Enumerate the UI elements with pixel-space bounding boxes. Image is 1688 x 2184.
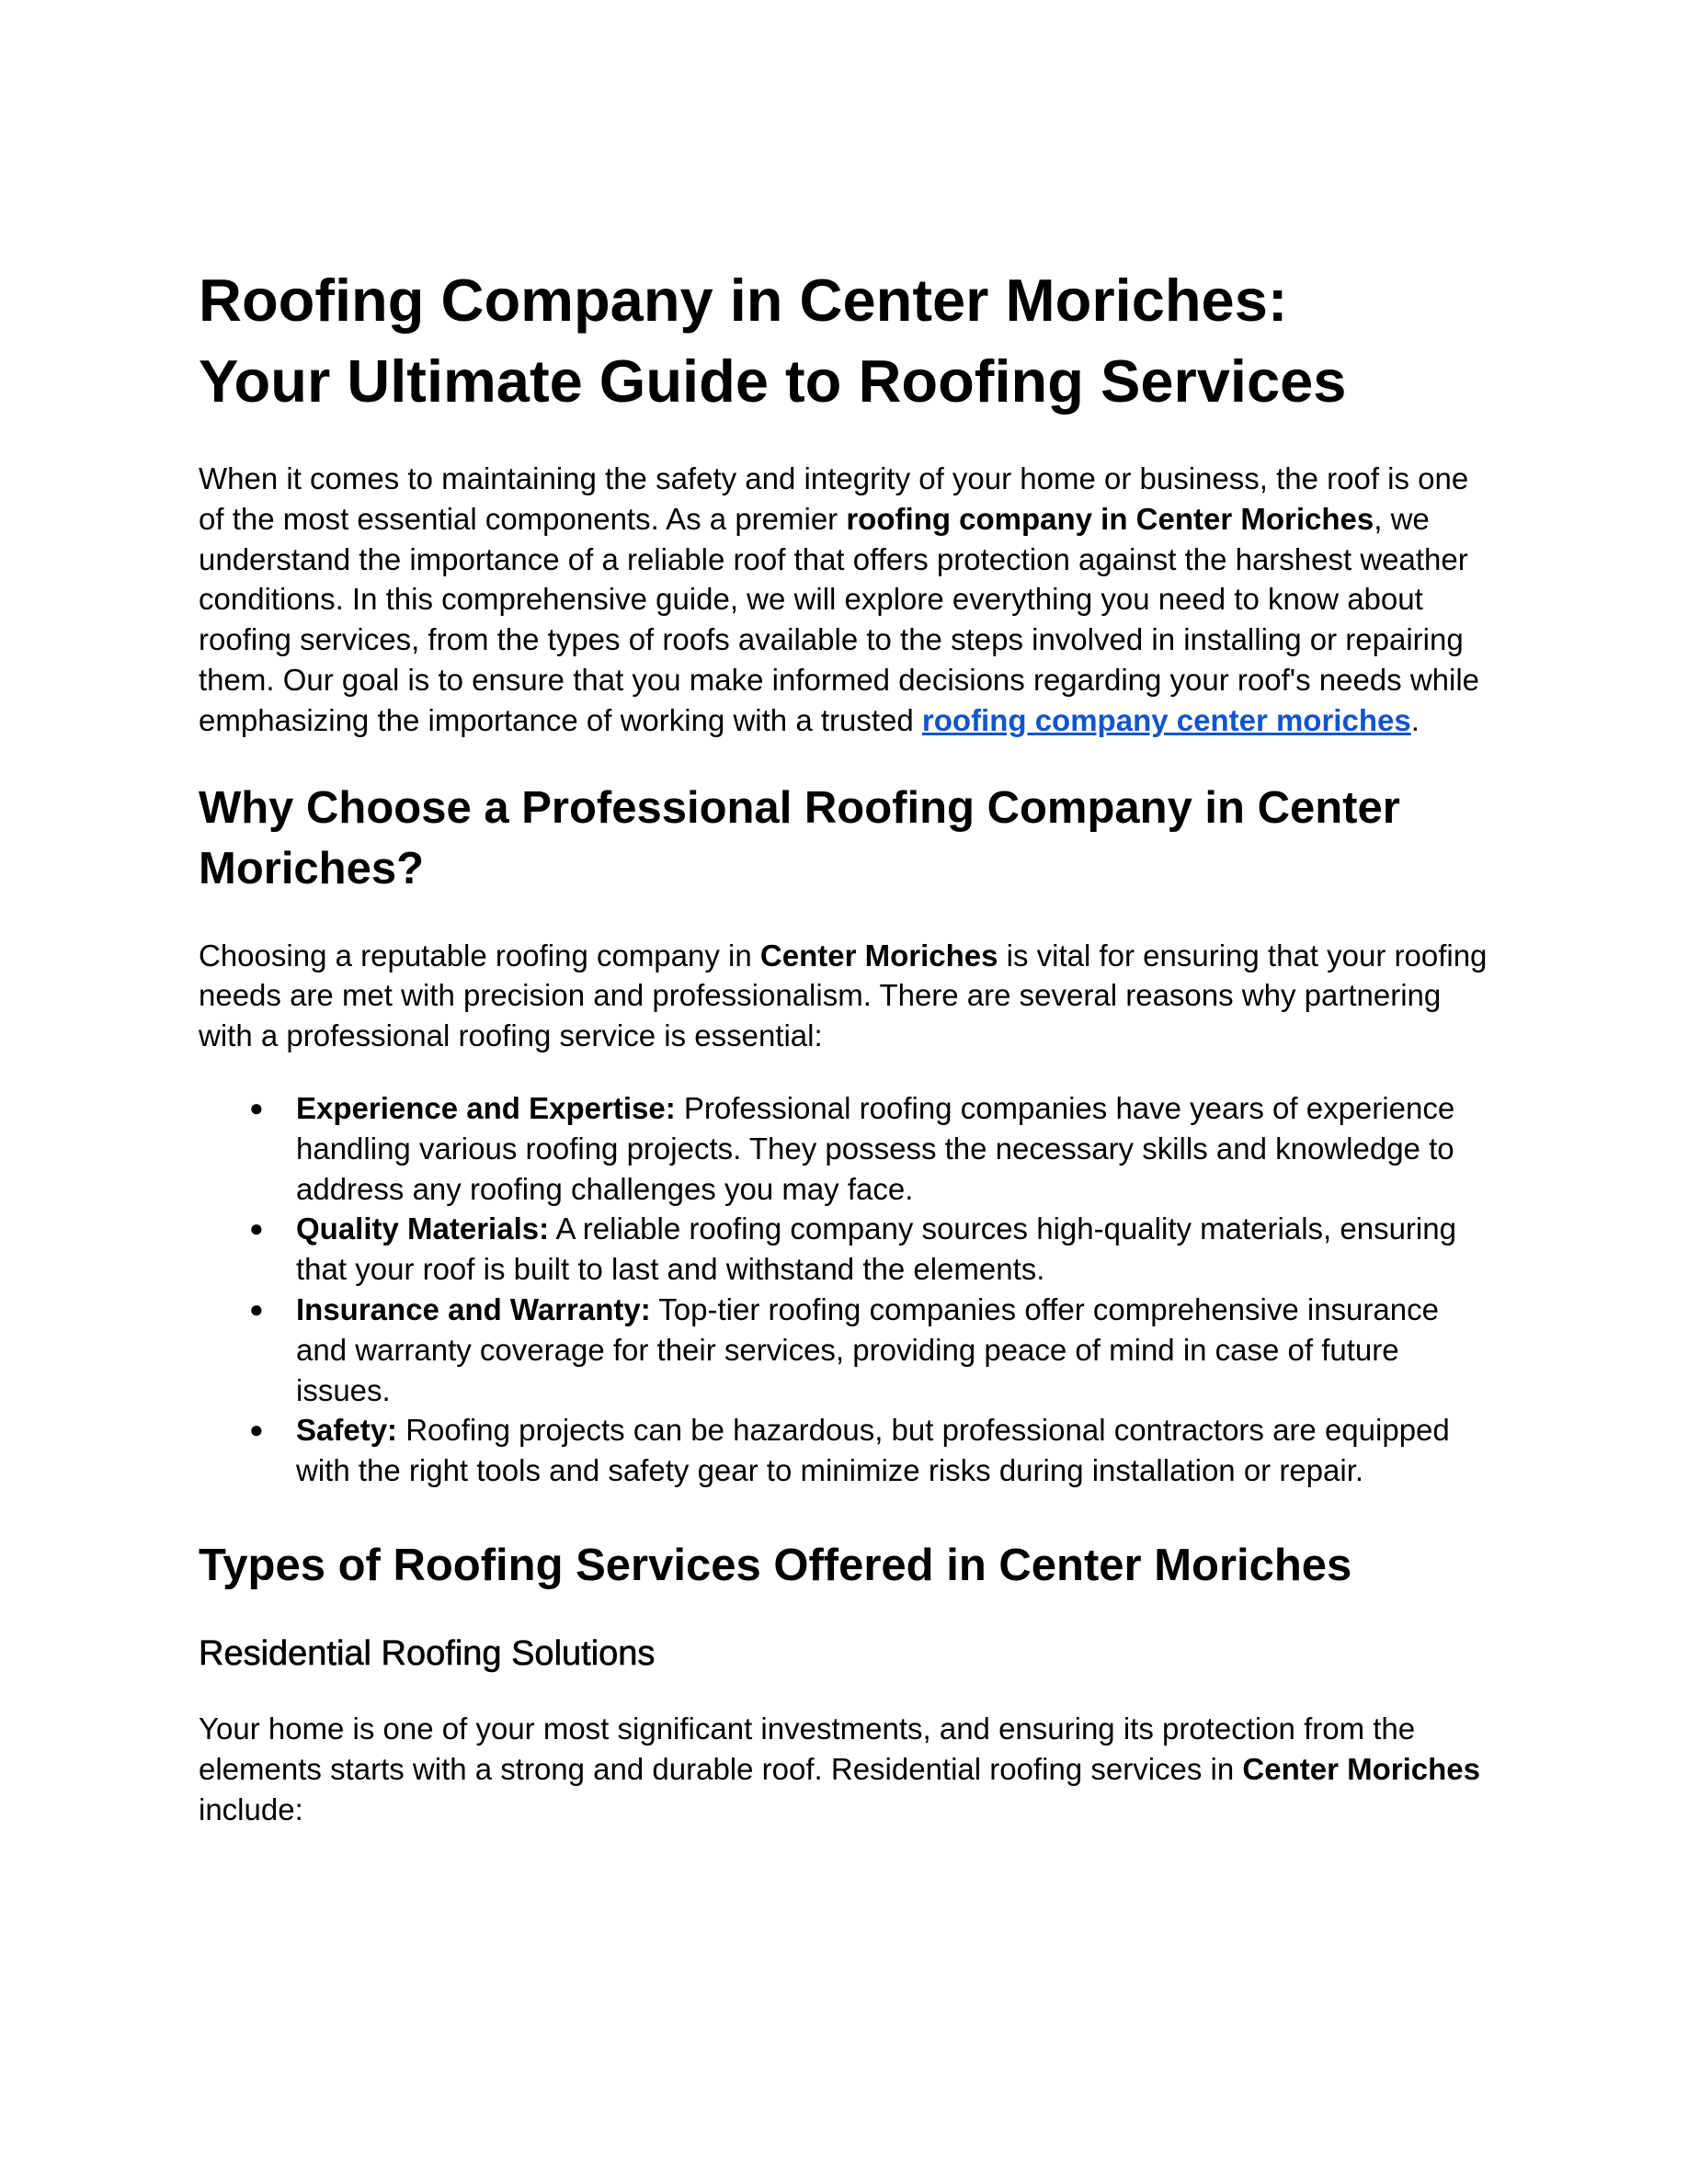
why-paragraph xyxy=(199,936,1489,1056)
list-item-text: Roofing projects can be hazardous, but professional contractors are equipped with the right tools and safety gear to minimize risks during installation or repair. xyxy=(296,1413,1450,1488)
page-title xyxy=(199,260,1489,422)
document-page xyxy=(199,260,1489,1829)
list-item xyxy=(199,1410,1489,1491)
why-text-1: Choosing a reputable roofing company in xyxy=(199,938,760,973)
reasons-list xyxy=(199,1088,1489,1491)
list-item-text: Professional roofing companies have years of experience handling various roofing projects. They possess the necessary skills and knowledge to address any roofing challenges you may face. xyxy=(296,1090,1455,1206)
intro-paragraph xyxy=(199,459,1489,741)
list-item-text: A reliable roofing company sources high-quality materials, ensuring that your roof is built to last and withstand the elements. xyxy=(296,1211,1456,1287)
bullet-icon: ● xyxy=(249,1416,264,1444)
residential-text-2: include: xyxy=(199,1792,303,1826)
section-heading-why-choose xyxy=(199,778,1489,899)
intro-text-3: . xyxy=(1410,702,1420,737)
roofing-company-link[interactable]: roofing company center moriches xyxy=(921,702,1411,737)
why-text-2: is vital for ensuring that your roofing needs are met with precision and professionalism. There are several reasons why partnering with a professional roofing service is essential: xyxy=(199,938,1488,1053)
why-heading-line-1: Why Choose a Professional Roofing Company in Center xyxy=(199,782,1400,833)
subheading-residential: Residential Roofing Solutions xyxy=(199,1633,656,1673)
list-item xyxy=(199,1209,1489,1290)
bullet-icon: ● xyxy=(249,1294,264,1323)
bullet-icon: ● xyxy=(249,1093,264,1121)
list-item xyxy=(199,1290,1489,1410)
list-item-label: Insurance and Warranty: xyxy=(296,1291,651,1326)
residential-bold-location: Center Moriches xyxy=(1242,1751,1480,1786)
why-heading-line-2: Moriches? xyxy=(199,843,425,893)
bullet-icon: ● xyxy=(249,1214,264,1243)
residential-paragraph xyxy=(199,1709,1489,1829)
list-item-label: Safety: xyxy=(296,1413,398,1448)
list-item xyxy=(199,1088,1489,1209)
intro-text-2: , we understand the importance of a reliable roof that offers protection against the harshest weather conditions. In this comprehensive guide, we will explore everything you need to know about roofing services, from the types of roofs available to the steps involved in installing or repairing them. Our goal is to ensure that you make informed decisions regarding your roof's needs while emphasizing the importance of working with a trusted xyxy=(199,501,1480,737)
title-line-2: Your Ultimate Guide to Roofing Services xyxy=(199,347,1347,415)
list-item-text: Top-tier roofing companies offer comprehensive insurance and warranty coverage for their services, providing peace of mind in case of future issues. xyxy=(296,1291,1439,1407)
list-item-label: Quality Materials: xyxy=(296,1211,550,1246)
intro-text-1: When it comes to maintaining the safety and integrity of your home or business, the roof is one of the most essential components. As a premier xyxy=(199,461,1469,536)
residential-text-1: Your home is one of your most significant investments, and ensuring its protection from the elements starts with a strong and durable roof. Residential roofing services in xyxy=(199,1711,1416,1786)
list-item-label: Experience and Expertise: xyxy=(296,1090,676,1125)
section-heading-types: Types of Roofing Services Offered in Center Moriches xyxy=(199,1540,1352,1590)
why-bold-location: Center Moriches xyxy=(759,938,998,973)
intro-bold-keyword: roofing company in Center Moriches xyxy=(846,501,1374,536)
title-line-1: Roofing Company in Center Moriches: xyxy=(199,267,1288,334)
